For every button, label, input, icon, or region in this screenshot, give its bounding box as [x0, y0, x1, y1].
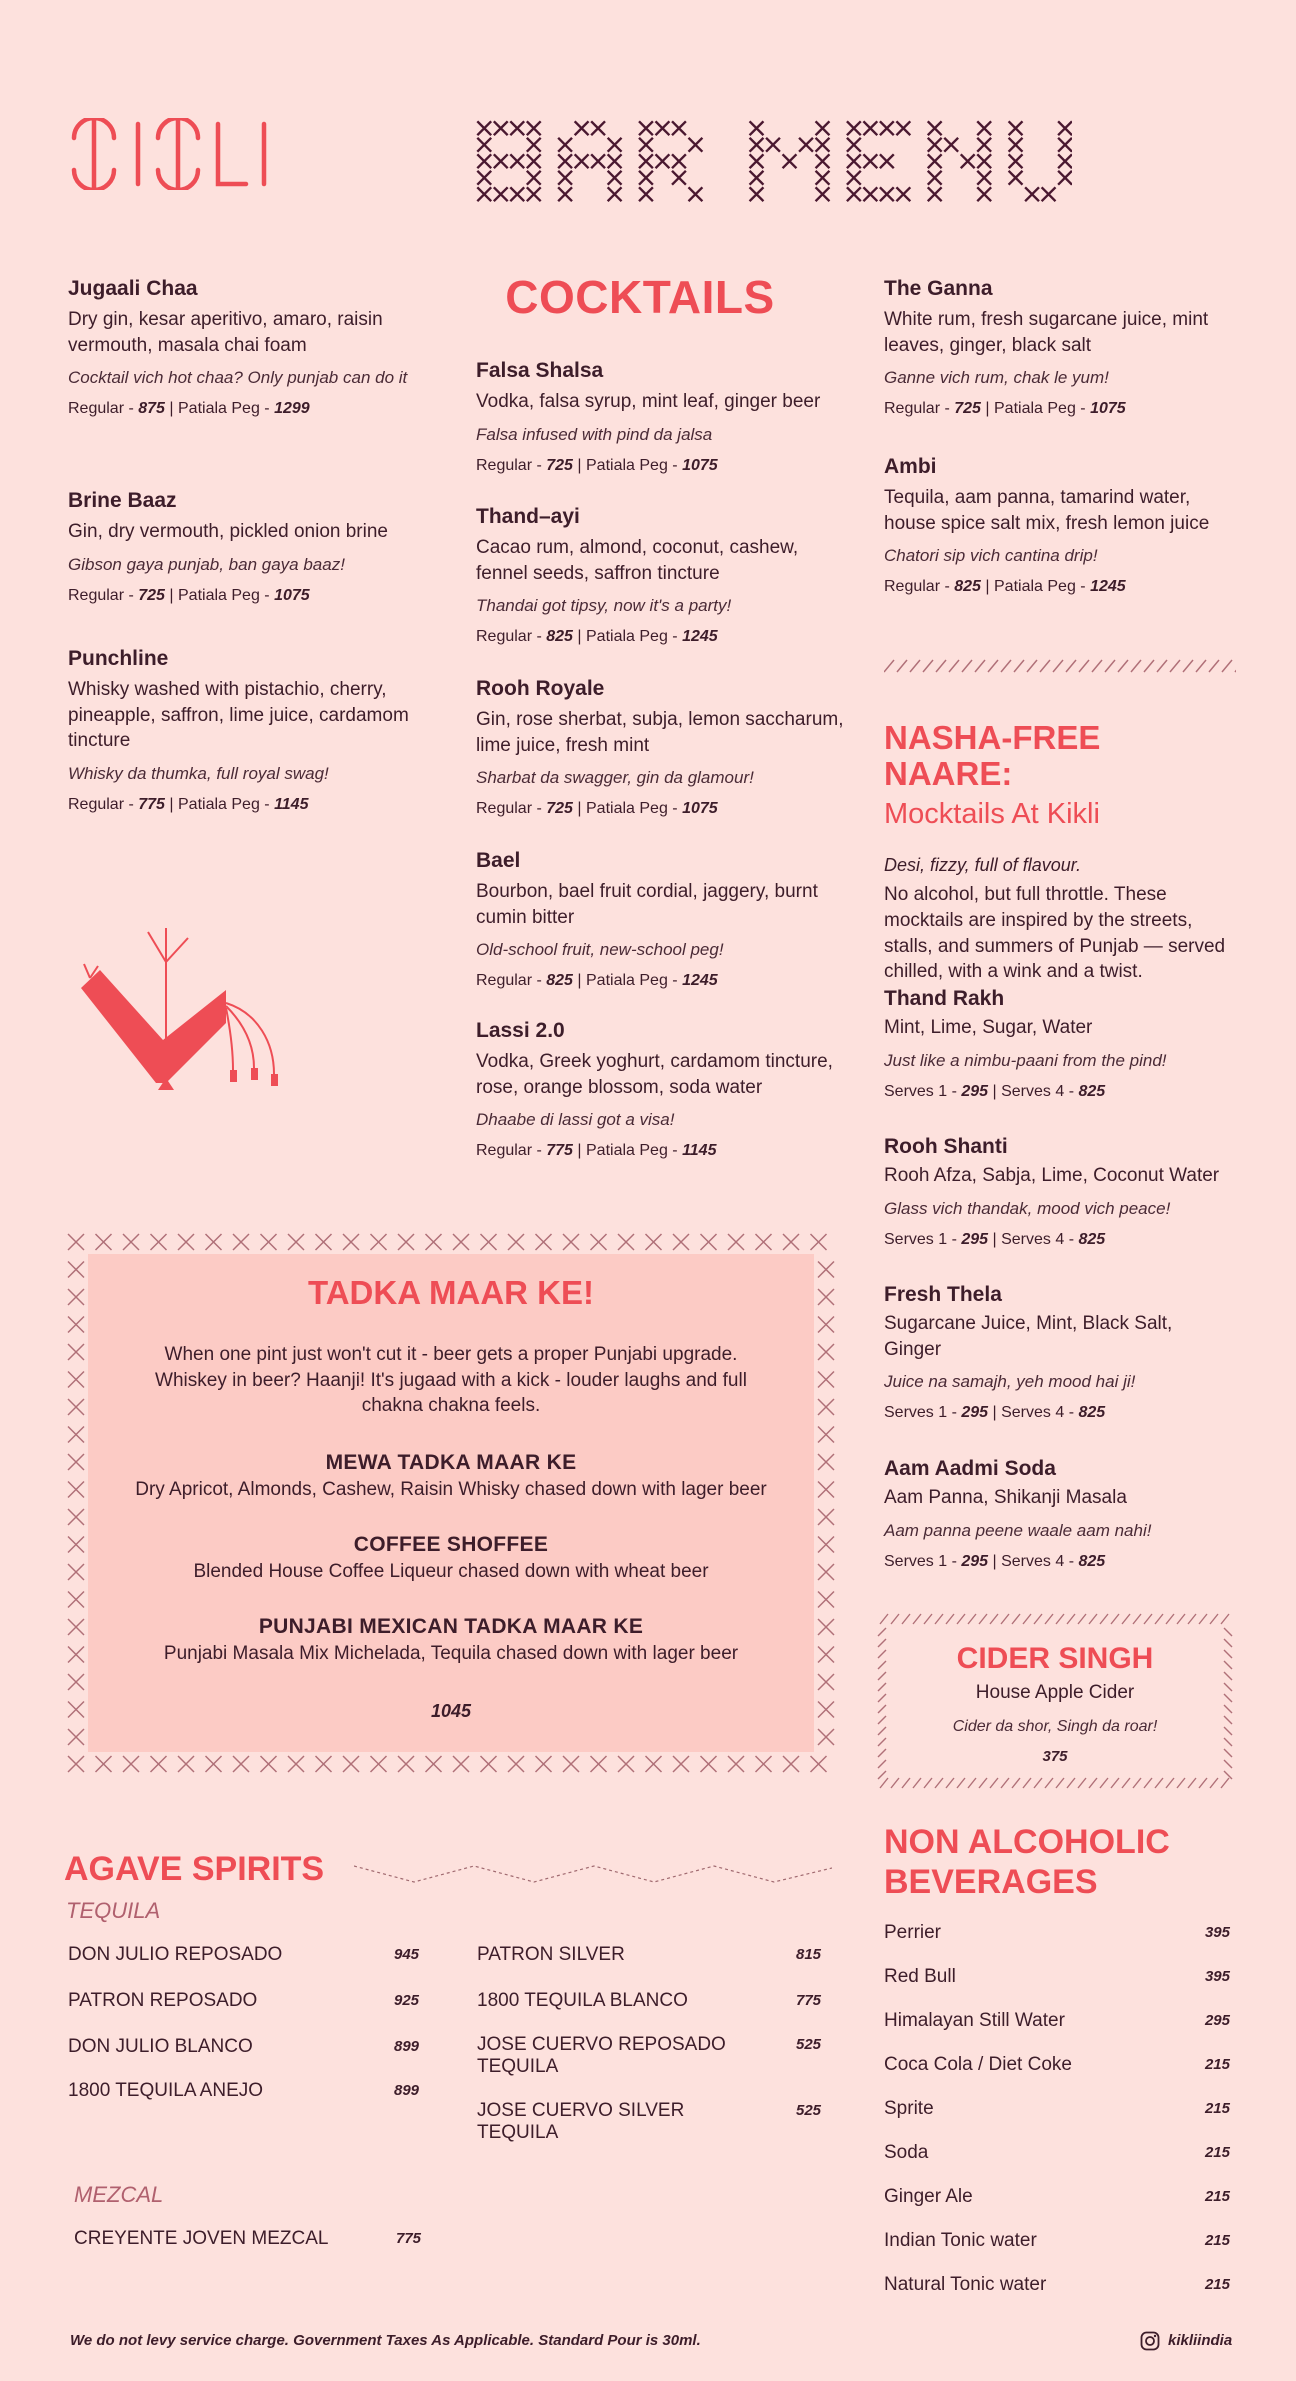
- item-price: [884, 1553, 1234, 1571]
- serves1-price: 295: [961, 1404, 989, 1422]
- item-tagline: Sharbat da swagger, gin da glamour!: [476, 768, 754, 788]
- serves1-price: 295: [961, 1552, 989, 1570]
- spirit-name: 1800 TEQUILA BLANCO: [477, 1990, 688, 2011]
- beverage-name: Sprite: [884, 2098, 934, 2119]
- serves4-price: 825: [1078, 1404, 1106, 1422]
- instagram-link[interactable]: [1140, 2330, 1236, 2354]
- cider-content: [876, 1642, 1234, 1765]
- spirit-name: CREYENTE JOVEN MEZCAL: [74, 2228, 329, 2249]
- cider-singh-box: [876, 1612, 1234, 1790]
- serves4-label: Serves 4 -: [1001, 1230, 1079, 1248]
- beverage-name: Ginger Ale: [884, 2186, 973, 2207]
- spirit-price: 899: [394, 2038, 420, 2055]
- peg-label: Patiala Peg -: [178, 400, 275, 418]
- peg-label: Patiala Peg -: [586, 456, 683, 474]
- regular-label: Regular -: [476, 800, 547, 818]
- item-name: Rooh Royale: [476, 677, 605, 700]
- tadka-item-desc: Blended House Coffee Liqueur chased down with wheat beer: [193, 1560, 709, 1582]
- item-desc: Gin, dry vermouth, pickled onion brine: [68, 521, 388, 543]
- item-tagline: Old-school fruit, new-school peg!: [476, 940, 724, 960]
- cider-tagline: Cider da shor, Singh da roar!: [952, 1718, 1158, 1735]
- item-tagline: Thandai got tipsy, now it's a party!: [476, 596, 732, 616]
- item-desc: White rum, fresh sugarcane juice, mint leaves, ginger, black salt: [884, 309, 1209, 356]
- regular-label: Regular -: [476, 1142, 547, 1160]
- item-desc: Rooh Afza, Sabja, Lime, Coconut Water: [884, 1165, 1220, 1187]
- price-separator: |: [572, 456, 586, 474]
- spirit-name: JOSE CUERVO REPOSADO TEQUILA: [477, 2034, 726, 2077]
- regular-price: 725: [954, 400, 981, 418]
- mocktail-item: [884, 986, 1234, 1101]
- serves1-label: Serves 1 -: [884, 1552, 962, 1570]
- item-desc: Cacao rum, almond, coconut, cashew, fennel seeds, saffron tincture: [476, 537, 799, 584]
- cocktail-item: [476, 848, 846, 990]
- price-separator: |: [572, 972, 586, 990]
- item-tagline: Whisky da thumka, full royal swag!: [68, 764, 329, 784]
- item-price: [476, 628, 846, 646]
- item-tagline: Gibson gaya punjab, ban gaya baaz!: [68, 554, 345, 574]
- bar-menu-title-pattern: [472, 116, 1072, 206]
- cocktail-item: [476, 358, 846, 475]
- price-separator: |: [988, 1082, 1002, 1100]
- tadka-price: 1045: [430, 1700, 472, 1721]
- beverage-row: [884, 2142, 1230, 2172]
- cider-desc: House Apple Cider: [975, 1682, 1135, 1703]
- item-name: Thand–ayi: [476, 505, 580, 528]
- regular-price: 725: [138, 586, 165, 604]
- item-desc: Whisky washed with pistachio, cherry, pineapple, saffron, lime juice, cardamom tincture: [68, 679, 409, 752]
- tadka-item-name: MEWA TADKA MAAR KE: [325, 1450, 577, 1474]
- serves1-price: 295: [961, 1230, 989, 1248]
- price-separator: |: [572, 628, 586, 646]
- item-desc: Aam Panna, Shikanji Masala: [884, 1487, 1127, 1509]
- item-name: Thand Rakh: [884, 987, 1005, 1010]
- regular-label: Regular -: [476, 972, 547, 990]
- serves4-label: Serves 4 -: [1001, 1552, 1079, 1570]
- beverage-price: 215: [1204, 2276, 1230, 2293]
- item-price: [884, 1231, 1234, 1249]
- price-separator: |: [980, 578, 994, 596]
- rooster-illustration: [78, 928, 288, 1098]
- beverage-price: 215: [1204, 2144, 1230, 2161]
- cocktail-item: [476, 504, 846, 646]
- cocktail-item: [68, 646, 428, 814]
- beverage-price: 215: [1204, 2232, 1230, 2249]
- item-price: [476, 457, 846, 475]
- nasha-free-heading: NASHA-FREE NAARE:: [884, 719, 1101, 793]
- price-separator: |: [164, 795, 178, 813]
- tadka-item-name: COFFEE SHOFFEE: [353, 1532, 549, 1556]
- item-price: [884, 578, 1234, 596]
- serves4-price: 825: [1078, 1552, 1106, 1570]
- cocktail-item: [68, 276, 428, 418]
- regular-price: 875: [138, 400, 165, 418]
- serves1-label: Serves 1 -: [884, 1230, 962, 1248]
- peg-price: 1075: [682, 800, 718, 818]
- item-desc: Mint, Lime, Sugar, Water: [884, 1017, 1093, 1039]
- cocktail-item: [68, 488, 428, 605]
- item-tagline: Dhaabe di lassi got a visa!: [476, 1110, 675, 1130]
- item-tagline: Juice na samajh, yeh mood hai ji!: [884, 1372, 1136, 1392]
- price-separator: |: [572, 800, 586, 818]
- tadka-maar-ke-box: [66, 1232, 836, 1774]
- peg-label: Patiala Peg -: [586, 800, 683, 818]
- cocktails-heading: COCKTAILS: [505, 271, 775, 323]
- beverage-row: [884, 2098, 1230, 2128]
- beverage-row: [884, 2010, 1230, 2040]
- item-tagline: Chatori sip vich cantina drip!: [884, 546, 1098, 566]
- item-price: [476, 972, 846, 990]
- footer-note: We do not levy service charge. Government Taxes As Applicable. Standard Pour is 30ml.: [70, 2332, 701, 2349]
- item-tagline: Ganne vich rum, chak le yum!: [884, 368, 1109, 388]
- non-alcoholic-heading: NON ALCOHOLIC BEVERAGES: [884, 1823, 1170, 1902]
- serves4-label: Serves 4 -: [1001, 1404, 1079, 1422]
- item-tagline: Falsa infused with pind da jalsa: [476, 424, 713, 444]
- item-price: [884, 400, 1234, 418]
- zigzag-divider: [354, 1858, 832, 1888]
- price-separator: |: [988, 1230, 1002, 1248]
- peg-price: 1075: [1090, 400, 1126, 418]
- serves1-label: Serves 1 -: [884, 1404, 962, 1422]
- price-separator: |: [988, 1552, 1002, 1570]
- spirit-price: 525: [796, 2036, 822, 2053]
- item-price: [884, 1083, 1234, 1101]
- spirit-price: 775: [396, 2230, 422, 2247]
- serves1-label: Serves 1 -: [884, 1082, 962, 1100]
- nasha-free-section: [884, 720, 1234, 985]
- mezcal-subheading: MEZCAL: [74, 2182, 164, 2207]
- cocktail-item: [476, 676, 846, 818]
- spirit-price: 945: [394, 1946, 420, 1963]
- beverage-row: [884, 1966, 1230, 1996]
- item-desc: Dry gin, kesar aperitivo, amaro, raisin vermouth, masala chai foam: [68, 309, 383, 356]
- regular-label: Regular -: [68, 400, 139, 418]
- serves1-price: 295: [961, 1082, 989, 1100]
- hatch-divider: [884, 658, 1236, 674]
- item-tagline: Aam panna peene waale aam nahi!: [884, 1520, 1152, 1540]
- peg-price: 1245: [1090, 578, 1126, 596]
- regular-label: Regular -: [68, 795, 139, 813]
- regular-label: Regular -: [884, 400, 955, 418]
- regular-price: 775: [138, 795, 165, 813]
- nasha-free-subheading: Mocktails At Kikli: [884, 797, 1100, 830]
- regular-price: 725: [546, 800, 573, 818]
- item-name: Brine Baaz: [68, 489, 177, 512]
- cocktail-item: [884, 276, 1234, 418]
- item-price: [68, 796, 428, 814]
- peg-price: 1145: [682, 1142, 717, 1160]
- item-price: [476, 800, 846, 818]
- mocktail-item: [884, 1456, 1234, 1571]
- item-price: [884, 1404, 1234, 1422]
- beverage-price: 215: [1204, 2188, 1230, 2205]
- regular-price: 825: [954, 578, 981, 596]
- regular-label: Regular -: [476, 628, 547, 646]
- peg-price: 1075: [682, 456, 718, 474]
- tadka-item-name: PUNJABI MEXICAN TADKA MAAR KE: [258, 1614, 644, 1638]
- beverage-price: 395: [1204, 1924, 1230, 1941]
- beverage-price: 215: [1204, 2056, 1230, 2073]
- beverage-price: 395: [1204, 1968, 1230, 1985]
- beverage-price: 215: [1204, 2100, 1230, 2117]
- cider-heading: CIDER SINGH: [956, 1642, 1154, 1675]
- spirit-price: 775: [796, 1992, 822, 2009]
- regular-price: 825: [546, 972, 573, 990]
- spirit-name: DON JULIO REPOSADO: [68, 1944, 283, 1965]
- item-price: [68, 400, 428, 418]
- regular-label: Regular -: [476, 456, 547, 474]
- spirit-price: 525: [796, 2102, 822, 2119]
- peg-label: Patiala Peg -: [994, 400, 1091, 418]
- tadka-intro: When one pint just won't cut it - beer gets a proper Punjabi upgrade. Whiskey in beer? Haanji! It's jugaad with a kick - louder laughs and full chakna chakna feels.: [155, 1344, 747, 1417]
- item-desc: Vodka, falsa syrup, mint leaf, ginger beer: [476, 391, 821, 413]
- regular-label: Regular -: [884, 578, 955, 596]
- peg-price: 1245: [682, 972, 718, 990]
- serves4-price: 825: [1078, 1082, 1106, 1100]
- item-name: Jugaali Chaa: [68, 277, 198, 300]
- peg-price: 1075: [274, 586, 310, 604]
- item-name: Rooh Shanti: [884, 1135, 1008, 1158]
- item-name: Lassi 2.0: [476, 1019, 565, 1042]
- beverage-row: [884, 2274, 1230, 2304]
- item-name: Punchline: [68, 647, 169, 670]
- peg-label: Patiala Peg -: [586, 972, 683, 990]
- price-separator: |: [164, 400, 178, 418]
- peg-label: Patiala Peg -: [178, 586, 275, 604]
- item-tagline: Glass vich thandak, mood vich peace!: [884, 1198, 1171, 1218]
- mocktail-item: [884, 1134, 1234, 1249]
- beverage-name: Himalayan Still Water: [884, 2010, 1065, 2031]
- agave-spirits-heading: AGAVE SPIRITS: [64, 1850, 325, 1888]
- item-name: Aam Aadmi Soda: [884, 1457, 1056, 1480]
- spirit-name: JOSE CUERVO SILVER TEQUILA: [477, 2100, 685, 2143]
- peg-price: 1245: [682, 628, 718, 646]
- nasha-free-intro: No alcohol, but full throttle. These mocktails are inspired by the streets, stalls, and summers of Punjab — served chilled, with a wink and a twist.: [884, 884, 1226, 983]
- item-desc: Tequila, aam panna, tamarind water, house spice salt mix, fresh lemon juice: [884, 487, 1210, 534]
- spirit-name: 1800 TEQUILA ANEJO: [68, 2080, 264, 2101]
- serves4-price: 825: [1078, 1230, 1106, 1248]
- regular-price: 775: [546, 1142, 573, 1160]
- peg-price: 1299: [274, 400, 310, 418]
- price-separator: |: [572, 1142, 586, 1160]
- cocktail-item: [476, 1018, 846, 1160]
- tadka-item-desc: Dry Apricot, Almonds, Cashew, Raisin Whisky chased down with lager beer: [135, 1478, 767, 1500]
- peg-label: Patiala Peg -: [178, 795, 275, 813]
- beverage-name: Perrier: [884, 1922, 942, 1943]
- item-desc: Gin, rose sherbat, subja, lemon saccharum, lime juice, fresh mint: [476, 709, 844, 756]
- price-separator: |: [988, 1404, 1002, 1422]
- beverage-name: Indian Tonic water: [884, 2230, 1037, 2251]
- tadka-content: [66, 1232, 836, 1722]
- spirit-name: PATRON SILVER: [477, 1944, 625, 1965]
- mocktail-item: [884, 1282, 1234, 1422]
- regular-price: 725: [546, 456, 573, 474]
- item-desc: Sugarcane Juice, Mint, Black Salt, Ginger: [884, 1313, 1173, 1360]
- beverage-name: Coca Cola / Diet Coke: [884, 2054, 1072, 2075]
- spirit-price: 899: [394, 2082, 420, 2099]
- item-name: Ambi: [884, 455, 937, 478]
- beverage-name: Soda: [884, 2142, 929, 2163]
- beverage-row: [884, 2186, 1230, 2216]
- tadka-item-desc: Punjabi Masala Mix Michelada, Tequila chased down with lager beer: [163, 1642, 739, 1664]
- cocktail-item: [884, 454, 1234, 596]
- kikli-logo: [66, 118, 276, 190]
- cider-price: 375: [1042, 1748, 1068, 1765]
- beverage-price: 295: [1204, 2012, 1230, 2029]
- beverage-name: Natural Tonic water: [884, 2274, 1047, 2295]
- item-tagline: Cocktail vich hot chaa? Only punjab can do it: [68, 368, 408, 388]
- beverage-name: Red Bull: [884, 1966, 956, 1987]
- item-name: Fresh Thela: [884, 1283, 1002, 1306]
- item-price: [68, 587, 428, 605]
- item-desc: Bourbon, bael fruit cordial, jaggery, burnt cumin bitter: [476, 881, 818, 928]
- item-tagline: Just like a nimbu-paani from the pind!: [884, 1050, 1167, 1070]
- nasha-free-tagline: Desi, fizzy, full of flavour.: [884, 855, 1082, 876]
- spirit-price: 925: [394, 1992, 420, 2009]
- serves4-label: Serves 4 -: [1001, 1082, 1079, 1100]
- price-separator: |: [980, 400, 994, 418]
- peg-label: Patiala Peg -: [994, 578, 1091, 596]
- peg-label: Patiala Peg -: [586, 1142, 683, 1160]
- bar-menu-title: [472, 116, 1072, 206]
- item-desc: Vodka, Greek yoghurt, cardamom tincture, rose, orange blossom, soda water: [476, 1051, 833, 1098]
- regular-label: Regular -: [68, 586, 139, 604]
- tadka-heading: TADKA MAAR KE!: [308, 1274, 594, 1311]
- beverage-row: [884, 2054, 1230, 2084]
- beverage-row: [884, 1922, 1230, 1952]
- spirit-name: PATRON REPOSADO: [68, 1990, 258, 2011]
- price-separator: |: [164, 586, 178, 604]
- item-price: [476, 1142, 846, 1160]
- peg-label: Patiala Peg -: [586, 628, 683, 646]
- spirit-price: 815: [796, 1946, 822, 1963]
- regular-price: 825: [546, 628, 573, 646]
- instagram-handle: kikliindia: [1168, 2332, 1233, 2349]
- item-name: Falsa Shalsa: [476, 359, 604, 382]
- tequila-subheading: TEQUILA: [66, 1898, 161, 1923]
- beverage-row: [884, 2230, 1230, 2260]
- item-name: The Ganna: [884, 277, 993, 300]
- spirit-name: DON JULIO BLANCO: [68, 2036, 253, 2057]
- item-name: Bael: [476, 849, 521, 872]
- instagram-icon: [1140, 2331, 1160, 2351]
- peg-price: 1145: [274, 795, 309, 813]
